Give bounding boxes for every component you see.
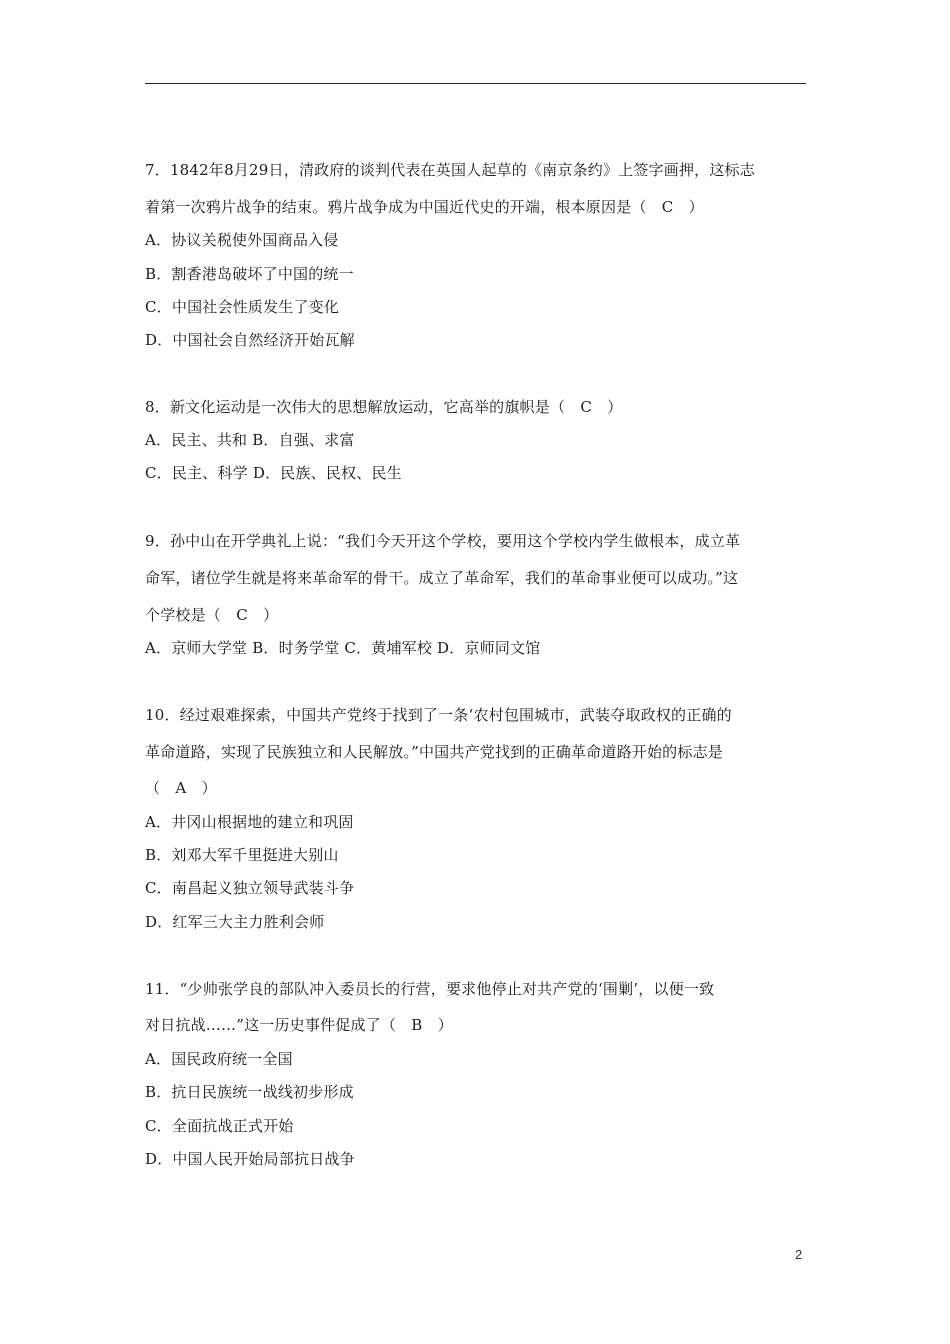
question-11-stem-line-1: 11．“少帅张学良的部队冲入委员长的行营，要求他停止对共产党的‘围剿’，以便一致 xyxy=(145,980,715,998)
question-7-stem-line-2: 着第一次鸦片战争的结束。鸦片战争成为中国近代史的开端，根本原因是（ C ） xyxy=(145,198,704,216)
question-7-option-b: B．割香港岛破坏了中国的统一 xyxy=(145,265,354,283)
question-9-stem-line-2: 命军，诸位学生就是将来革命军的骨干。成立了革命军，我们的革命事业便可以成功。”这 xyxy=(145,569,739,587)
question-7-stem-line-1: 7．1842年8月29日，清政府的谈判代表在英国人起草的《南京条约》上签字画押，这标志 xyxy=(145,161,755,179)
question-11-option-c: C．全面抗战正式开始 xyxy=(145,1117,294,1135)
question-11-option-a: A．国民政府统一全国 xyxy=(145,1050,293,1068)
question-10-stem-line-3: （ A ） xyxy=(145,779,217,797)
question-11-stem-line-2: 对日抗战……”这一历史事件促成了（ B ） xyxy=(145,1016,453,1034)
question-7-option-c: C．中国社会性质发生了变化 xyxy=(145,298,340,316)
question-11-option-d: D．中国人民开始局部抗日战争 xyxy=(145,1150,355,1168)
question-10-stem-line-1: 10．经过艰难探索，中国共产党终于找到了一条‘农村包围城市，武装夺取政权的正确的 xyxy=(145,706,732,724)
header-rule xyxy=(145,83,806,84)
question-9-stem-line-1: 9．孙中山在开学典礼上说：“我们今天开这个学校，要用这个学校内学生做根本，成立革 xyxy=(145,532,741,550)
question-10-option-d: D．红军三大主力胜利会师 xyxy=(145,913,325,931)
question-8-options-line-2: C．民主、科学 D．民族、民权、民生 xyxy=(145,464,402,482)
question-10-option-a: A．井冈山根据地的建立和巩固 xyxy=(145,813,354,831)
question-10-stem-line-2: 革命道路，实现了民族独立和人民解放。”中国共产党找到的正确革命道路开始的标志是 xyxy=(145,743,723,761)
question-11-option-b: B．抗日民族统一战线初步形成 xyxy=(145,1083,354,1101)
question-7-option-a: A．协议关税使外国商品入侵 xyxy=(145,231,339,249)
question-8-options-line-1: A．民主、共和 B．自强、求富 xyxy=(145,431,355,449)
question-7-option-d: D．中国社会自然经济开始瓦解 xyxy=(145,331,355,349)
question-9-stem-line-3: 个学校是（ C ） xyxy=(145,606,279,624)
question-8-stem-line-1: 8．新文化运动是一次伟大的思想解放运动，它高举的旗帜是（ C ） xyxy=(145,398,623,416)
page-number: 2 xyxy=(795,1247,803,1262)
question-10-option-c: C．南昌起义独立领导武装斗争 xyxy=(145,879,355,897)
question-10-option-b: B．刘邓大军千里挺进大别山 xyxy=(145,846,339,864)
question-9-options-line-1: A．京师大学堂 B．时务学堂 C．黄埔军校 D．京师同文馆 xyxy=(145,639,541,657)
